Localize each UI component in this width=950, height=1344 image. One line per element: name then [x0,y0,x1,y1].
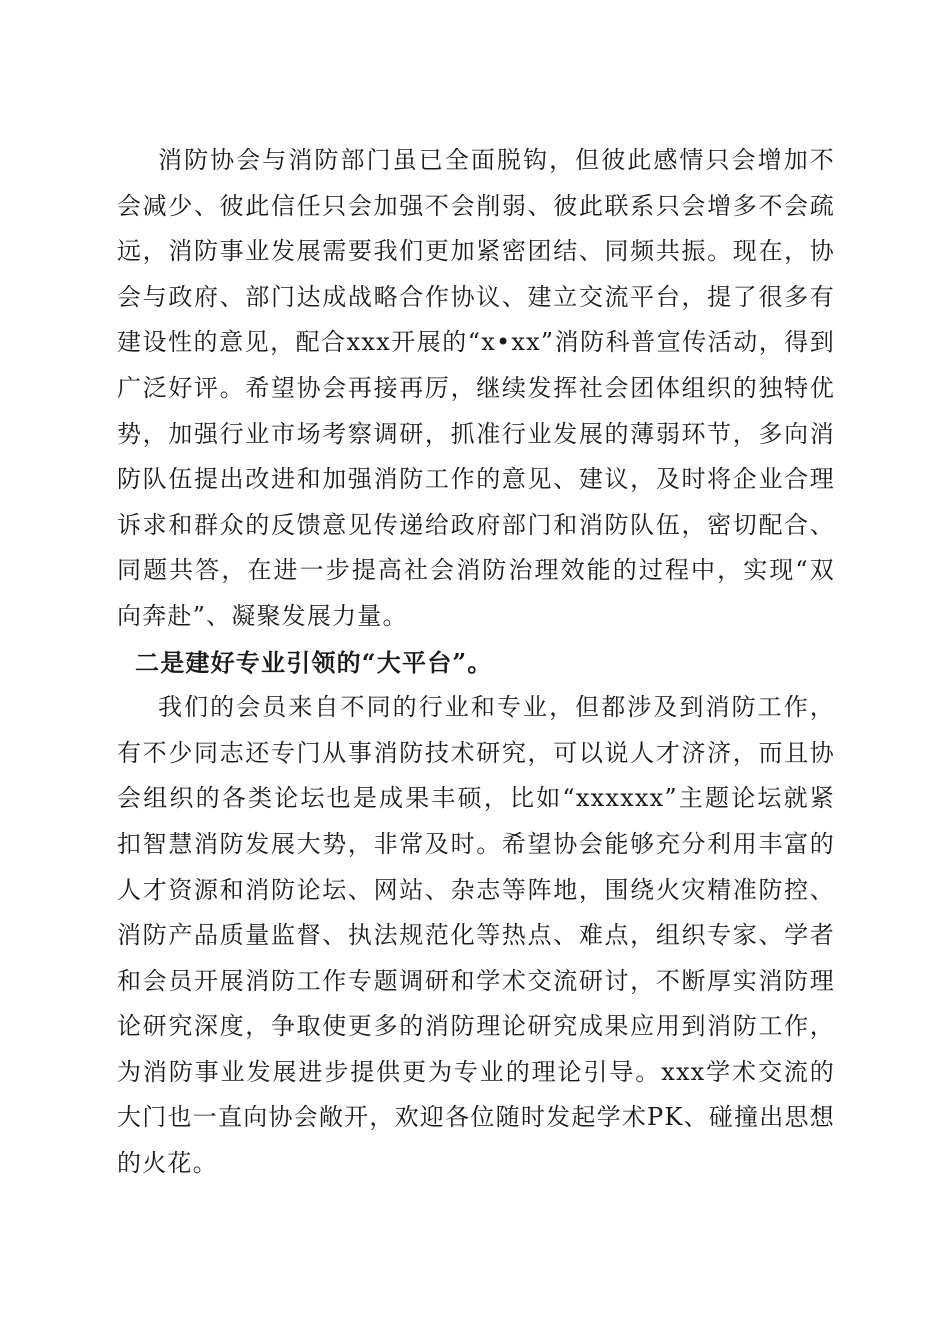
body-text [117,138,835,1187]
paragraph-cooperation: 消防协会与消防部门虽已全面脱钩，但彼此感情只会增加不会减少、彼此信任只会加强不会削弱、彼此联系只会增多不会疏远，消防事业发展需要我们更加紧密团结、同频共振。现在，协会与政府、部门达成战略合作协议、建立交流平台，提了很多有建设性的意见，配合xxx开展的“x•xx”消防科普宣传活动，得到广泛好评。希望协会再接再厉，继续发挥社会团体组织的独特优势，加强行业市场考察调研，抓准行业发展的薄弱环节，多向消防队伍提出改进和加强消防工作的意见、建议，及时将企业合理诉求和群众的反馈意见传递给政府部门和消防队伍，密切配合、同题共答，在进一步提高社会消防治理效能的过程中，实现“双向奔赴”、凝聚发展力量。 [117,146,835,630]
section-heading-platform: 二是建好专业引领的“大平台”。 [135,647,493,677]
paragraph-professional-platform: 我们的会员来自不同的行业和专业，但都涉及到消防工作，有不少同志还专门从事消防技术研究，可以说人才济济，而且协会组织的各类论坛也是成果丰硕，比如“xxxxxx”主题论坛就紧扣智慧消防发展大势，非常及时。希望协会能够充分利用丰富的人才资源和消防论坛、网站、杂志等阵地，围绕火灾精准防控、消防产品质量监督、执法规范化等热点、难点，组织专家、学者和会员开展消防工作专题调研和学术交流研讨，不断厚实消防理论研究深度，争取使更多的消防理论研究成果应用到消防工作，为消防事业发展进步提供更为专业的理论引导。xxx学术交流的大门也一直向协会敞开，欢迎各位随时发起学术PK、碰撞出思想的火花。 [117,693,835,1178]
